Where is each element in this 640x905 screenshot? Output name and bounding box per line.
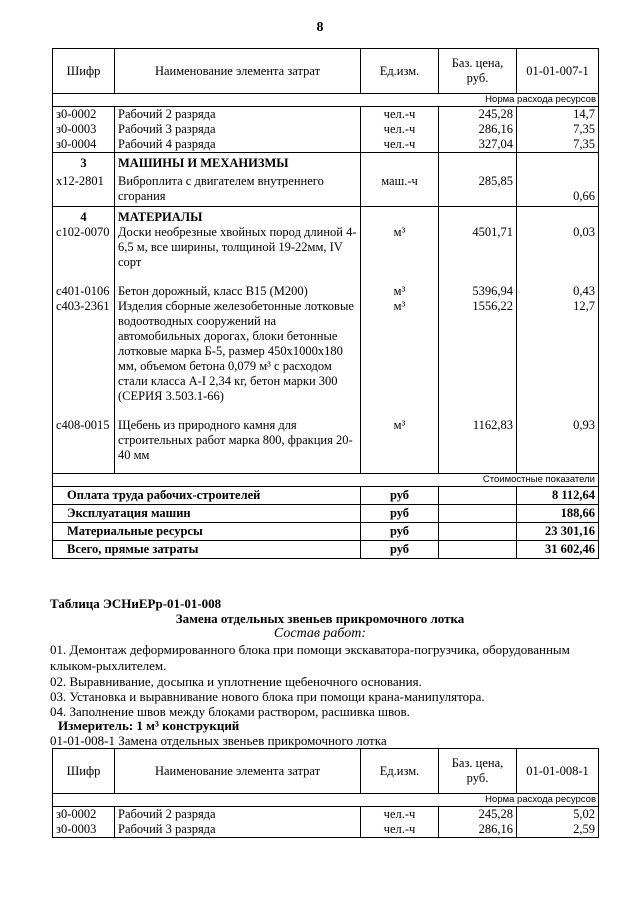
table-row	[53, 107, 599, 123]
row-code: з0-0003	[53, 122, 115, 137]
row-name: Рабочий 2 разряда	[115, 107, 361, 123]
table-header	[53, 749, 599, 794]
resource-table-1	[52, 48, 599, 559]
row-code: с401-0106	[53, 284, 115, 299]
work-item: 04. Заполнение швов между блоками раствором, расшивка швов.	[50, 704, 410, 719]
total-label: Материальные ресурсы	[53, 523, 361, 541]
col-unit-header: Ед.изм.	[361, 49, 439, 94]
section-header	[53, 153, 599, 172]
total-label: Оплата труда рабочих-строителей	[53, 487, 361, 505]
row-name: Доски необрезные хвойных пород длиной 4-6,5 м, все ширины, толщиной 19-22мм, IV сорт	[115, 225, 361, 284]
table-row	[53, 122, 599, 137]
total-unit: руб	[361, 523, 439, 541]
table-row	[53, 299, 599, 418]
works-heading: Состав работ:	[273, 626, 367, 641]
row-unit: чел.-ч	[361, 122, 439, 137]
col-code-header: Шифр	[53, 749, 115, 794]
row-unit: чел.-ч	[361, 137, 439, 153]
section-title: МАТЕРИАЛЫ	[115, 207, 361, 226]
row-name: Виброплита с двигателем внутреннего сгорания	[115, 171, 361, 207]
table-subtitle: Замена отдельных звеньев прикромочного лотка	[175, 611, 465, 626]
total-row	[53, 487, 599, 505]
row-price: 286,16	[439, 822, 517, 838]
row-unit: м³	[361, 418, 439, 474]
row-price: 5396,94	[439, 284, 517, 299]
total-unit: руб	[361, 505, 439, 523]
row-norm: 5,02	[517, 807, 599, 823]
norm-label: Норма расхода ресурсов	[53, 94, 599, 107]
col-unit-header: Ед.изм.	[361, 749, 439, 794]
row-code: з0-0002	[53, 807, 115, 823]
row-norm: 14,7	[517, 107, 599, 123]
row-name: Изделия сборные железобетонные лотковые водоотводных сооружений на автомобильных дорогах, блоки бетонные лотковые марка Б-5, размер 450x1000x180 мм, объемом бетона 0,079 м³ с расходом стали класса А-I 2,34 кг, бетон марки 300 (СЕРИЯ 3.503.1-66)	[115, 299, 361, 418]
row-code: х12-2801	[53, 171, 115, 207]
row-price: 1556,22	[439, 299, 517, 418]
work-item: клыком-рыхлителем.	[50, 658, 167, 673]
row-unit: маш.-ч	[361, 171, 439, 207]
row-norm: 2,59	[517, 822, 599, 838]
row-unit: чел.-ч	[361, 807, 439, 823]
total-label: Всего, прямые затраты	[53, 541, 361, 559]
row-norm: 12,7	[517, 299, 599, 418]
total-value: 31 602,46	[517, 541, 599, 559]
row-code: з0-0002	[53, 107, 115, 123]
table-row	[53, 137, 599, 153]
row-norm: 7,35	[517, 122, 599, 137]
total-row	[53, 541, 599, 559]
row-price: 245,28	[439, 107, 517, 123]
row-name: Щебень из природного камня для строительных работ марка 800, фракция 20-40 мм	[115, 418, 361, 474]
total-row	[53, 505, 599, 523]
total-unit: руб	[361, 541, 439, 559]
total-unit: руб	[361, 487, 439, 505]
total-value: 188,66	[517, 505, 599, 523]
row-code: з0-0003	[53, 822, 115, 838]
table-header	[53, 49, 599, 94]
total-value: 8 112,64	[517, 487, 599, 505]
row-unit: м³	[361, 284, 439, 299]
row-name: Бетон дорожный, класс В15 (М200)	[115, 284, 361, 299]
table-row	[53, 171, 599, 207]
col-price-header: Баз. цена, руб.	[439, 749, 517, 794]
row-name: Рабочий 4 разряда	[115, 137, 361, 153]
table-title: Таблица ЭСНиЕРр-01-01-008	[50, 596, 222, 611]
row-name: Рабочий 2 разряда	[115, 807, 361, 823]
row-price: 286,16	[439, 122, 517, 137]
row-price: 245,28	[439, 807, 517, 823]
row-unit: м³	[361, 299, 439, 418]
row-norm: 0,66	[517, 171, 599, 207]
row-unit: м³	[361, 225, 439, 284]
col-norm-code-header: 01-01-008-1	[517, 749, 599, 794]
row-norm: 0,03	[517, 225, 599, 284]
total-row	[53, 523, 599, 541]
row-code: с408-0015	[53, 418, 115, 474]
section-header	[53, 207, 599, 226]
row-code: с102-0070	[53, 225, 115, 284]
work-item: 02. Выравнивание, досыпка и уплотнение щебеночного основания.	[50, 674, 422, 689]
row-unit: чел.-ч	[361, 822, 439, 838]
table-row	[53, 418, 599, 474]
total-label: Эксплуатация машин	[53, 505, 361, 523]
row-code: з0-0004	[53, 137, 115, 153]
col-name-header: Наименование элемента затрат	[115, 749, 361, 794]
row-price: 327,04	[439, 137, 517, 153]
row-price: 1162,83	[439, 418, 517, 474]
section-title: МАШИНЫ И МЕХАНИЗМЫ	[115, 153, 361, 172]
row-unit: чел.-ч	[361, 107, 439, 123]
section-number: 3	[53, 153, 115, 172]
col-code-header: Шифр	[53, 49, 115, 94]
table-row	[53, 225, 599, 284]
norm-label: Норма расхода ресурсов	[53, 794, 599, 807]
row-price: 285,85	[439, 171, 517, 207]
row-norm: 0,43	[517, 284, 599, 299]
row-price: 4501,71	[439, 225, 517, 284]
work-item: 01. Демонтаж деформированного блока при помощи экскаватора-погрузчика, оборудованным	[50, 642, 570, 657]
cost-label: Стоимостные показатели	[53, 474, 599, 487]
row-name: Рабочий 3 разряда	[115, 122, 361, 137]
item-title: 01-01-008-1 Замена отдельных звеньев прикромочного лотка	[50, 733, 387, 748]
col-name-header: Наименование элемента затрат	[115, 49, 361, 94]
row-code: с403-2361	[53, 299, 115, 418]
col-norm-code-header: 01-01-007-1	[517, 49, 599, 94]
row-norm: 7,35	[517, 137, 599, 153]
resource-table-2	[52, 748, 599, 838]
row-norm: 0,93	[517, 418, 599, 474]
table-row	[53, 807, 599, 823]
section-number: 4	[53, 207, 115, 226]
table-row	[53, 822, 599, 838]
table-row	[53, 284, 599, 299]
row-name: Рабочий 3 разряда	[115, 822, 361, 838]
meter-label: Измеритель: 1 м³ конструкций	[58, 718, 240, 733]
page-number: 8	[316, 20, 324, 35]
work-item: 03. Установка и выравнивание нового блока при помощи крана-манипулятора.	[50, 689, 485, 704]
total-value: 23 301,16	[517, 523, 599, 541]
col-price-header: Баз. цена, руб.	[439, 49, 517, 94]
